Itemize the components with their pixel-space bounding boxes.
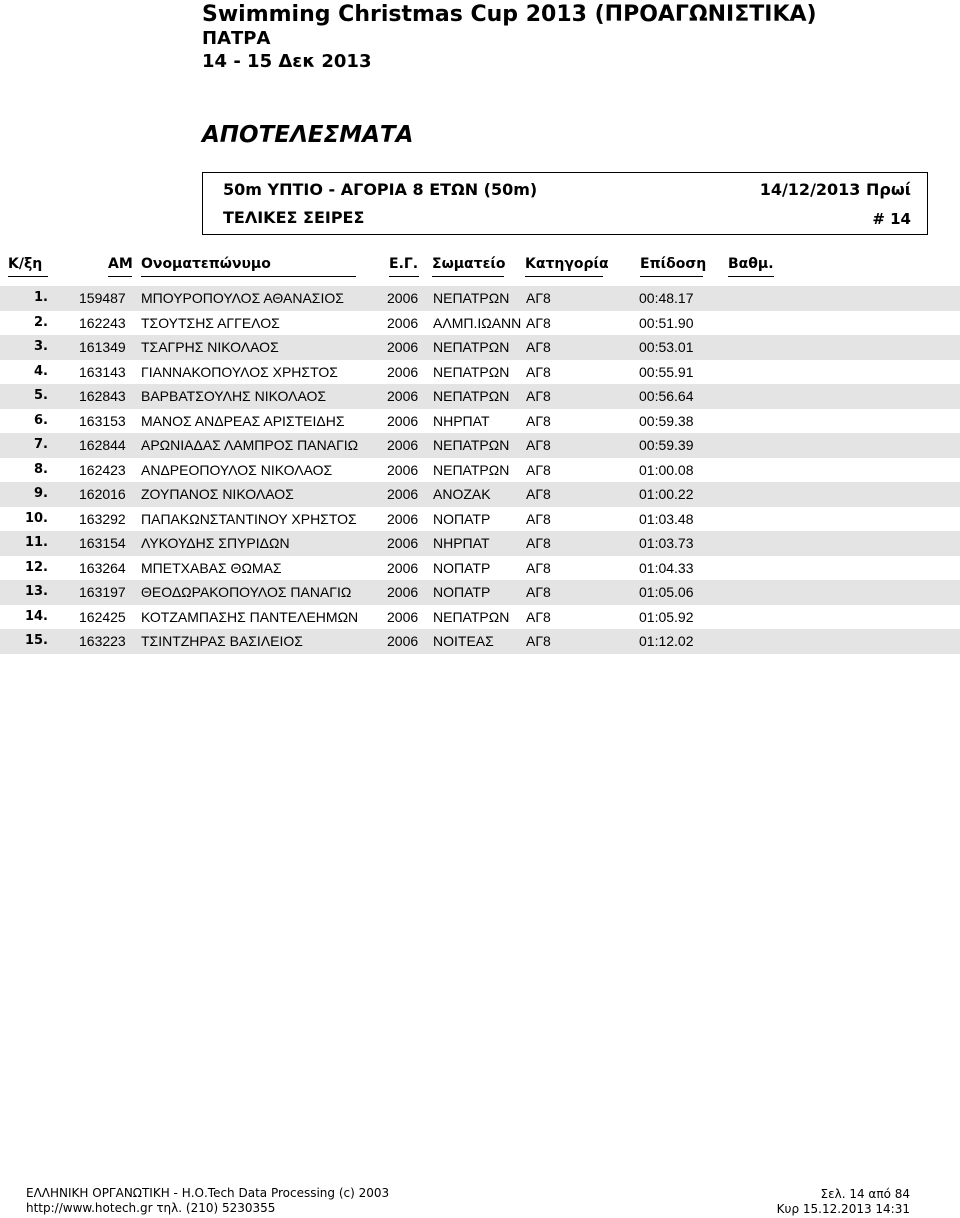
table-row	[0, 384, 960, 409]
club-cell: ΝΟΙΤΕΑΣ	[433, 633, 494, 649]
column-header-category: Κατηγορία	[525, 256, 609, 272]
rank-cell: 4.	[34, 363, 48, 379]
year-cell: 2006	[387, 559, 419, 576]
club-cell: ΝΟΠΑΤΡ	[433, 584, 491, 600]
category-cell: ΑΓ8	[526, 388, 551, 404]
rank-cell: 5.	[34, 388, 48, 403]
meet-dates: 14 - 15 Δεκ 2013	[202, 51, 372, 72]
rank-cell: 11.	[24, 535, 48, 550]
table-row	[0, 286, 960, 311]
name-cell: ΜΠΕΤΧΑΒΑΣ ΘΩΜΑΣ	[141, 559, 282, 576]
time-cell: 00:59.39	[639, 437, 694, 453]
year-cell: 2006	[387, 633, 419, 649]
club-cell: ΝΕΠΑΤΡΩΝ	[433, 339, 510, 355]
table-row	[0, 311, 960, 336]
time-cell: 00:48.17	[639, 290, 694, 306]
name-cell: ΖΟΥΠΑΝΟΣ ΝΙΚΟΛΑΟΣ	[141, 486, 294, 502]
table-row	[0, 580, 960, 605]
club-cell: ΝΗΡΠΑΤ	[433, 535, 490, 551]
header-underline-club	[432, 276, 504, 277]
footer-printed: Κυρ 15.12.2013 14:31	[776, 1202, 910, 1216]
time-cell: 00:59.38	[639, 412, 694, 429]
club-cell: ΝΕΠΑΤΡΩΝ	[433, 608, 510, 625]
meet-title: Swimming Christmas Cup 2013 (ΠΡΟΑΓΩΝΙΣΤΙΚΑ)	[202, 2, 817, 27]
time-cell: 01:03.48	[639, 510, 694, 527]
table-row	[0, 629, 960, 654]
year-cell: 2006	[387, 314, 419, 331]
header-underline-rank	[8, 276, 48, 277]
rank-cell: 7.	[34, 437, 48, 452]
name-cell: ΛΥΚΟΥΔΗΣ ΣΠΥΡΙΔΩΝ	[141, 535, 290, 551]
time-cell: 01:00.22	[639, 486, 694, 502]
am-cell: 163197	[79, 584, 126, 600]
am-cell: 162243	[79, 314, 126, 331]
column-header-time: Επίδοση	[640, 256, 707, 272]
header-underline-year	[389, 276, 419, 277]
name-cell: ΒΑΡΒΑΤΣΟΥΛΗΣ ΝΙΚΟΛΑΟΣ	[141, 388, 327, 404]
name-cell: ΤΣΑΓΡΗΣ ΝΙΚΟΛΑΟΣ	[141, 339, 279, 355]
category-cell: ΑΓ8	[526, 633, 551, 649]
club-cell: ΝΕΠΑΤΡΩΝ	[433, 461, 510, 478]
footer-org: ΕΛΛΗΝΙΚΗ ΟΡΓΑΝΩΤΙΚΗ - Η.Ο.Tech Data Processing (c) 2003	[26, 1186, 390, 1200]
am-cell: 161349	[79, 339, 126, 355]
category-cell: ΑΓ8	[526, 363, 551, 380]
header-underline-category	[525, 276, 603, 277]
name-cell: ΜΑΝΟΣ ΑΝΔΡΕΑΣ ΑΡΙΣΤΕΙΔΗΣ	[141, 412, 345, 429]
table-row	[0, 482, 960, 507]
time-cell: 00:53.01	[639, 339, 694, 355]
time-cell: 01:03.73	[639, 535, 694, 551]
name-cell: ΤΣΙΝΤΖΗΡΑΣ ΒΑΣΙΛΕΙΟΣ	[141, 633, 303, 649]
am-cell: 162843	[79, 388, 126, 404]
club-cell: ΝΗΡΠΑΤ	[433, 412, 490, 429]
column-header-am: ΑΜ	[108, 256, 133, 272]
time-cell: 00:55.91	[639, 363, 694, 380]
am-cell: 162425	[79, 608, 126, 625]
name-cell: ΚΟΤΖΑΜΠΑΣΗΣ ΠΑΝΤΕΛΕΗΜΩΝ	[141, 608, 359, 625]
rank-cell: 8.	[34, 461, 48, 477]
rank-cell: 1.	[34, 290, 48, 305]
year-cell: 2006	[387, 290, 419, 306]
category-cell: ΑΓ8	[526, 461, 551, 478]
table-row	[0, 507, 960, 532]
time-cell: 01:05.06	[639, 584, 694, 600]
event-round: ΤΕΛΙΚΕΣ ΣΕΙΡΕΣ	[223, 208, 365, 227]
footer-contact: http://www.hotech.gr τηλ. (210) 5230355	[26, 1201, 276, 1215]
rank-cell: 9.	[34, 486, 48, 501]
header-underline-points	[728, 276, 774, 277]
am-cell: 162016	[79, 486, 126, 502]
category-cell: ΑΓ8	[526, 339, 551, 355]
year-cell: 2006	[387, 486, 419, 502]
rank-cell: 2.	[34, 314, 48, 330]
category-cell: ΑΓ8	[526, 314, 551, 331]
table-row	[0, 335, 960, 360]
am-cell: 163223	[79, 633, 126, 649]
am-cell: 163154	[79, 535, 126, 551]
header-underline-name	[141, 276, 356, 277]
event-number: # 14	[872, 210, 911, 228]
category-cell: ΑΓ8	[526, 412, 551, 429]
category-cell: ΑΓ8	[526, 584, 551, 600]
year-cell: 2006	[387, 584, 419, 600]
category-cell: ΑΓ8	[526, 486, 551, 502]
footer-page: Σελ. 14 από 84	[820, 1187, 910, 1201]
year-cell: 2006	[387, 363, 419, 380]
am-cell: 159487	[79, 290, 126, 306]
time-cell: 01:04.33	[639, 559, 694, 576]
am-cell: 163143	[79, 363, 126, 380]
category-cell: ΑΓ8	[526, 290, 551, 306]
time-cell: 00:51.90	[639, 314, 694, 331]
table-row	[0, 605, 960, 630]
results-title: ΑΠΟΤΕΛΕΣΜΑΤΑ	[202, 122, 414, 148]
table-row	[0, 556, 960, 581]
category-cell: ΑΓ8	[526, 510, 551, 527]
event-box	[202, 172, 928, 235]
rank-cell: 3.	[34, 339, 48, 354]
meet-city: ΠΑΤΡΑ	[202, 28, 271, 49]
table-row	[0, 433, 960, 458]
table-row	[0, 409, 960, 434]
am-cell: 163292	[79, 510, 126, 527]
results-table	[0, 286, 960, 654]
rank-cell: 12.	[24, 559, 48, 575]
time-cell: 01:12.02	[639, 633, 694, 649]
club-cell: ΝΕΠΑΤΡΩΝ	[433, 290, 510, 306]
club-cell: ΑΝΟΖΑΚ	[433, 486, 491, 502]
column-header-name: Ονοματεπώνυμο	[141, 256, 271, 272]
am-cell: 162844	[79, 437, 126, 453]
year-cell: 2006	[387, 388, 419, 404]
name-cell: ΤΣΟΥΤΣΗΣ ΑΓΓΕΛΟΣ	[141, 314, 280, 331]
year-cell: 2006	[387, 437, 419, 453]
year-cell: 2006	[387, 461, 419, 478]
year-cell: 2006	[387, 412, 419, 429]
name-cell: ΘΕΟΔΩΡΑΚΟΠΟΥΛΟΣ ΠΑΝΑΓΙΩ	[141, 584, 352, 600]
rank-cell: 14.	[24, 608, 48, 624]
club-cell: ΝΟΠΑΤΡ	[433, 510, 491, 527]
am-cell: 163153	[79, 412, 126, 429]
year-cell: 2006	[387, 608, 419, 625]
table-row	[0, 458, 960, 483]
year-cell: 2006	[387, 535, 419, 551]
column-header-rank: Κ/ξη	[8, 256, 43, 272]
category-cell: ΑΓ8	[526, 535, 551, 551]
rank-cell: 6.	[34, 412, 48, 428]
header-underline-time	[640, 276, 703, 277]
club-cell: ΝΕΠΑΤΡΩΝ	[433, 388, 510, 404]
club-cell: ΝΕΠΑΤΡΩΝ	[433, 437, 510, 453]
rank-cell: 15.	[24, 633, 48, 648]
event-name: 50m ΥΠΤΙΟ - ΑΓΟΡΙΑ 8 ΕΤΩΝ (50m)	[223, 180, 538, 199]
club-cell: ΝΕΠΑΤΡΩΝ	[433, 363, 510, 380]
table-row	[0, 360, 960, 385]
column-header-year: Ε.Γ.	[389, 256, 419, 272]
year-cell: 2006	[387, 510, 419, 527]
time-cell: 01:05.92	[639, 608, 694, 625]
name-cell: ΑΡΩΝΙΑΔΑΣ ΛΑΜΠΡΟΣ ΠΑΝΑΓΙΩ	[141, 437, 359, 453]
rank-cell: 13.	[24, 584, 48, 599]
category-cell: ΑΓ8	[526, 437, 551, 453]
time-cell: 00:56.64	[639, 388, 694, 404]
category-cell: ΑΓ8	[526, 559, 551, 576]
event-date: 14/12/2013 Πρωί	[759, 180, 911, 199]
club-cell: ΑΛΜΠ.ΙΩΑΝΝ	[433, 314, 522, 331]
am-cell: 163264	[79, 559, 126, 576]
header-underline-am	[108, 276, 132, 277]
category-cell: ΑΓ8	[526, 608, 551, 625]
name-cell: ΑΝΔΡΕΟΠΟΥΛΟΣ ΝΙΚΟΛΑΟΣ	[141, 461, 333, 478]
name-cell: ΠΑΠΑΚΩΝΣΤΑΝΤΙΝΟΥ ΧΡΗΣΤΟΣ	[141, 510, 357, 527]
club-cell: ΝΟΠΑΤΡ	[433, 559, 491, 576]
am-cell: 162423	[79, 461, 126, 478]
name-cell: ΜΠΟΥΡΟΠΟΥΛΟΣ ΑΘΑΝΑΣΙΟΣ	[141, 290, 344, 306]
column-header-club: Σωματείο	[432, 256, 506, 272]
name-cell: ΓΙΑΝΝΑΚΟΠΟΥΛΟΣ ΧΡΗΣΤΟΣ	[141, 363, 338, 380]
year-cell: 2006	[387, 339, 419, 355]
time-cell: 01:00.08	[639, 461, 694, 478]
table-row	[0, 531, 960, 556]
rank-cell: 10.	[24, 510, 48, 526]
column-header-points: Βαθμ.	[728, 256, 774, 272]
